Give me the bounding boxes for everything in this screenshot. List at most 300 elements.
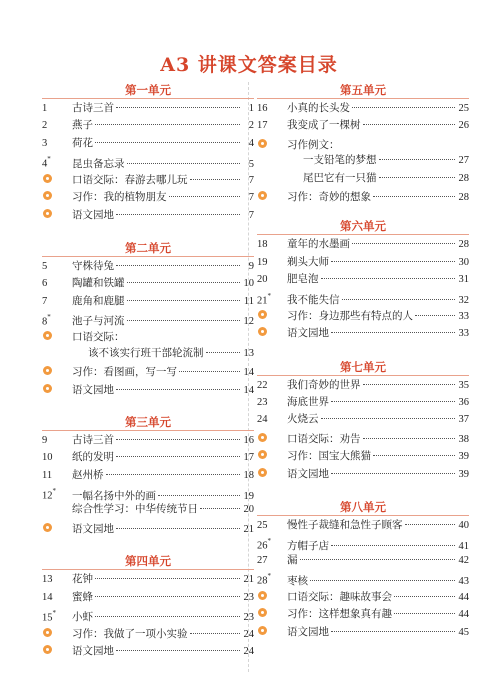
dot-leader xyxy=(127,282,241,283)
entry-title: 习作例文： xyxy=(287,138,340,151)
toc-entry[interactable] xyxy=(42,484,254,501)
lesson-number xyxy=(257,236,287,253)
page-number: 30 xyxy=(458,256,469,268)
bullet-marker xyxy=(42,187,72,204)
toc-entry[interactable] xyxy=(257,289,469,306)
lesson-number xyxy=(257,517,287,534)
toc-entry[interactable] xyxy=(257,271,469,288)
unit-heading: 第一单元 xyxy=(42,80,254,100)
dot-leader xyxy=(363,438,456,439)
entry-title: 慢性子裁缝和急性子顾客 xyxy=(287,519,403,532)
dot-leader xyxy=(127,300,241,301)
circle-bullet-icon xyxy=(258,591,267,600)
dot-leader xyxy=(363,384,456,385)
lesson-number-text: 3 xyxy=(42,137,48,149)
toc-entry[interactable] xyxy=(257,135,469,152)
lesson-number-text: 7 xyxy=(42,295,48,307)
lesson-number-text: 20 xyxy=(257,274,268,286)
page-number: 1 xyxy=(248,103,254,114)
entry-title: 口语交际：劝告 xyxy=(287,433,361,446)
dot-leader xyxy=(363,124,456,125)
entry-title: 语文园地 xyxy=(72,383,114,396)
toc-entry[interactable] xyxy=(257,587,469,604)
lesson-number-text: 24 xyxy=(257,414,268,426)
entry-title: 纸的发明 xyxy=(72,451,114,464)
dot-leader xyxy=(331,261,455,262)
toc-entry[interactable] xyxy=(42,293,254,310)
dot-leader xyxy=(95,142,240,143)
entry-title: 古诗三首 xyxy=(72,433,114,446)
dot-leader xyxy=(373,196,455,197)
entry-title: 习作：这样想象真有趣 xyxy=(287,608,392,621)
lesson-number-text: 10 xyxy=(42,452,53,464)
dot-leader xyxy=(310,580,455,581)
lesson-number xyxy=(42,293,72,310)
lesson-number xyxy=(42,258,72,275)
optional-lesson-star: * xyxy=(52,608,56,617)
lesson-number xyxy=(257,377,287,394)
entry-title: 习作：我做了一项小实验 xyxy=(72,627,188,640)
toc-entry[interactable] xyxy=(42,571,254,588)
toc-entry[interactable] xyxy=(42,327,254,344)
page-number: 37 xyxy=(458,414,469,426)
optional-lesson-star: * xyxy=(267,572,271,581)
lesson-number xyxy=(257,100,287,117)
toc-entry[interactable] xyxy=(257,446,469,463)
page-number: 12 xyxy=(243,316,254,328)
dot-leader xyxy=(394,613,455,614)
lesson-number xyxy=(42,275,72,292)
dot-leader xyxy=(415,315,455,316)
dot-leader xyxy=(379,159,456,160)
entry-title: 池子与河流 xyxy=(72,315,125,328)
lesson-number-text: 27 xyxy=(257,554,268,566)
toc-entry[interactable] xyxy=(42,606,254,623)
bullet-marker xyxy=(257,135,287,152)
toc-entry[interactable] xyxy=(257,100,469,117)
bullet-marker xyxy=(42,204,72,221)
page-number: 21 xyxy=(243,524,254,535)
bullet-marker xyxy=(257,621,287,638)
dot-leader xyxy=(158,495,240,496)
entry-title: 燕子 xyxy=(72,119,93,132)
toc-entry[interactable] xyxy=(42,170,254,187)
page-number: 16 xyxy=(243,434,254,446)
circle-bullet-icon xyxy=(43,384,52,393)
page-number: 44 xyxy=(458,591,469,603)
entry-title: 守株待兔 xyxy=(72,259,114,272)
unit-heading: 第八单元 xyxy=(257,497,469,517)
unit-section xyxy=(42,551,254,658)
unit-heading: 第六单元 xyxy=(257,216,469,236)
dot-leader xyxy=(116,439,240,440)
page-number: 32 xyxy=(458,295,469,307)
page-number: 26 xyxy=(458,120,469,132)
entry-title: 古诗三首 xyxy=(72,102,114,114)
page-number: 36 xyxy=(458,397,469,409)
toc-entry[interactable] xyxy=(257,604,469,621)
entry-title: 鹿角和鹿腿 xyxy=(72,294,125,307)
dot-leader xyxy=(342,299,456,300)
optional-lesson-star: * xyxy=(267,537,271,546)
lesson-number-text: 12 xyxy=(42,490,53,502)
lesson-number xyxy=(42,310,72,331)
toc-entry[interactable] xyxy=(257,621,469,638)
bullet-marker xyxy=(257,187,287,204)
lesson-number xyxy=(257,289,287,310)
dot-leader xyxy=(206,352,241,353)
entry-title: 习作：身边那些有特点的人 xyxy=(287,310,413,323)
toc-entry[interactable] xyxy=(257,187,469,204)
dot-leader xyxy=(116,456,240,457)
toc-entry[interactable] xyxy=(257,306,469,323)
dot-leader xyxy=(116,528,240,529)
page-number: 41 xyxy=(458,540,469,552)
lesson-number-text: 9 xyxy=(42,434,48,446)
entry-title: 习作：国宝大熊猫 xyxy=(287,450,371,463)
lesson-number xyxy=(257,552,287,569)
dot-leader xyxy=(373,455,455,456)
lesson-number xyxy=(42,467,72,484)
toc-entry[interactable] xyxy=(257,552,469,569)
toc-entry[interactable] xyxy=(42,432,254,449)
unit-heading: 第四单元 xyxy=(42,551,254,571)
entry-title: 枣核 xyxy=(287,574,308,587)
entry-title: 语文园地 xyxy=(287,327,329,340)
entry-title: 口语交际：春游去哪儿玩 xyxy=(72,173,188,186)
lesson-number-text: 13 xyxy=(42,574,53,586)
page-number: 25 xyxy=(458,103,469,114)
lesson-number xyxy=(42,484,72,505)
entry-title: 我们奇妙的世界 xyxy=(287,378,361,391)
entry-title: 方帽子店 xyxy=(287,539,329,552)
entry-title: 尾巴它有一只猫 xyxy=(303,171,377,184)
dot-leader xyxy=(300,559,456,560)
lesson-number xyxy=(42,449,72,466)
lesson-number xyxy=(257,411,287,428)
page-number: 7 xyxy=(248,209,254,221)
unit-section xyxy=(42,412,254,536)
dot-leader xyxy=(321,418,456,419)
toc-entry[interactable] xyxy=(42,623,254,640)
toc-entry[interactable] xyxy=(257,323,469,340)
page-number: 42 xyxy=(458,554,469,566)
dot-leader xyxy=(116,389,240,390)
dot-leader xyxy=(116,107,240,108)
lesson-number xyxy=(257,394,287,411)
entry-title: 花钟 xyxy=(72,573,93,586)
page-number: 17 xyxy=(243,452,254,464)
bullet-marker xyxy=(42,362,72,379)
toc-entry[interactable] xyxy=(42,519,254,536)
toc-entry[interactable] xyxy=(42,117,254,134)
toc-entry[interactable] xyxy=(257,517,469,534)
entry-title: 口语交际： xyxy=(72,331,125,344)
unit-heading: 第七单元 xyxy=(257,357,469,377)
entry-title: 我变成了一棵树 xyxy=(287,119,361,132)
optional-lesson-star: * xyxy=(267,291,271,300)
dot-leader xyxy=(95,596,240,597)
page-number: 23 xyxy=(243,612,254,624)
dot-leader xyxy=(321,278,456,279)
entry-title: 昆虫备忘录 xyxy=(72,157,125,170)
circle-bullet-icon xyxy=(258,327,267,336)
page-number: 39 xyxy=(458,451,469,463)
entry-title: 语文园地 xyxy=(72,644,114,657)
page-number: 40 xyxy=(458,520,469,532)
entry-title: 我不能失信 xyxy=(287,294,340,307)
circle-bullet-icon xyxy=(43,366,52,375)
lesson-number xyxy=(42,589,72,606)
page-number: 7 xyxy=(248,174,254,186)
entry-title: 小虾 xyxy=(72,611,93,624)
dot-leader xyxy=(331,473,455,474)
circle-bullet-icon xyxy=(258,468,267,477)
page-number: 28 xyxy=(458,239,469,251)
entry-title: 剃头大师 xyxy=(287,255,329,268)
toc-entry[interactable] xyxy=(42,204,254,221)
entry-title: 语文园地 xyxy=(72,523,114,535)
dot-leader xyxy=(394,596,455,597)
page-number: 18 xyxy=(243,469,254,481)
unit-section xyxy=(257,357,469,481)
entry-title: 赵州桥 xyxy=(72,468,104,481)
toc-entry[interactable] xyxy=(42,501,254,518)
entry-title: 一支铅笔的梦想 xyxy=(303,154,377,167)
toc-entry[interactable] xyxy=(42,379,254,396)
circle-bullet-icon xyxy=(43,209,52,218)
page-number: 28 xyxy=(458,192,469,204)
page-number: 14 xyxy=(243,367,254,379)
toc-entry[interactable] xyxy=(42,641,254,658)
toc-entry[interactable] xyxy=(42,258,254,275)
unit-section xyxy=(42,80,254,222)
entry-title: 童年的水墨画 xyxy=(287,238,350,251)
lesson-number-text: 1 xyxy=(42,103,48,114)
dot-leader xyxy=(352,243,455,244)
entry-title: 海底世界 xyxy=(287,396,329,409)
unit-heading: 第二单元 xyxy=(42,238,254,258)
page-number: 19 xyxy=(243,490,254,502)
toc-entry[interactable] xyxy=(257,464,469,481)
unit-section xyxy=(42,238,254,397)
toc-entry[interactable] xyxy=(42,135,254,152)
dot-leader xyxy=(116,265,240,266)
toc-left-column xyxy=(42,80,254,658)
page-number: 11 xyxy=(243,295,254,307)
bullet-marker xyxy=(42,519,72,536)
dot-leader xyxy=(116,214,240,215)
dot-leader xyxy=(169,196,241,197)
dot-leader xyxy=(200,508,240,509)
toc-entry[interactable] xyxy=(257,117,469,134)
page-number: 28 xyxy=(458,172,469,184)
lesson-number-text: 11 xyxy=(42,469,53,481)
bullet-marker xyxy=(42,641,72,658)
lesson-number-text: 5 xyxy=(42,260,48,272)
lesson-number-text: 23 xyxy=(257,397,268,409)
toc-entry[interactable] xyxy=(257,569,469,586)
bullet-marker xyxy=(257,446,287,463)
page-number: 39 xyxy=(458,468,469,480)
unit-section xyxy=(257,80,469,204)
page-number: 13 xyxy=(243,347,254,359)
circle-bullet-icon xyxy=(258,626,267,635)
toc-entry[interactable] xyxy=(257,534,469,551)
toc-entry[interactable] xyxy=(257,236,469,253)
lesson-number-text: 25 xyxy=(257,520,268,532)
toc-right-column xyxy=(257,80,469,639)
toc-entry[interactable] xyxy=(257,377,469,394)
page-number: 27 xyxy=(458,155,469,167)
lesson-number-text: 28 xyxy=(257,575,268,587)
lesson-number-text: 22 xyxy=(257,379,268,391)
page-number: 14 xyxy=(243,384,254,396)
circle-bullet-icon xyxy=(43,331,52,340)
lesson-number-text: 17 xyxy=(257,120,268,132)
dot-leader xyxy=(179,371,240,372)
lesson-number-text: 4 xyxy=(42,158,48,170)
page-number: 9 xyxy=(248,260,254,272)
dot-leader xyxy=(379,177,456,178)
entry-title: 小真的长头发 xyxy=(287,102,350,114)
entry-title: 习作：看图画，写一写 xyxy=(72,366,177,379)
toc-entry[interactable] xyxy=(257,152,469,169)
dot-leader xyxy=(95,124,240,125)
toc-entry[interactable] xyxy=(42,345,254,362)
lesson-number-text: 2 xyxy=(42,120,48,132)
dot-leader xyxy=(331,401,455,402)
circle-bullet-icon xyxy=(258,608,267,617)
page-number: 38 xyxy=(458,434,469,446)
lesson-number xyxy=(42,100,72,117)
lesson-number xyxy=(42,571,72,588)
lesson-number xyxy=(257,569,287,590)
entry-title: 语文园地 xyxy=(287,467,329,480)
page-number: 24 xyxy=(243,645,254,657)
dot-leader xyxy=(190,633,241,634)
entry-title: 陶罐和铁罐 xyxy=(72,277,125,290)
optional-lesson-star: * xyxy=(47,312,51,321)
lesson-number-text: 8 xyxy=(42,316,48,328)
page-number: 4 xyxy=(248,137,254,149)
bullet-marker xyxy=(257,464,287,481)
entry-title: 荷花 xyxy=(72,136,93,149)
entry-title: 习作：我的植物朋友 xyxy=(72,191,167,204)
dot-leader xyxy=(352,107,455,108)
toc-entry[interactable] xyxy=(42,362,254,379)
page-number: 23 xyxy=(243,591,254,603)
entry-title: 语文园地 xyxy=(72,208,114,221)
page-number: 45 xyxy=(458,626,469,638)
lesson-number-text: 15 xyxy=(42,612,53,624)
lesson-number xyxy=(42,432,72,449)
circle-bullet-icon xyxy=(43,174,52,183)
page-number: 31 xyxy=(458,274,469,286)
circle-bullet-icon xyxy=(258,433,267,442)
circle-bullet-icon xyxy=(258,139,267,148)
entry-title: 习作：奇妙的想象 xyxy=(287,191,371,204)
page-number: 24 xyxy=(243,628,254,640)
lesson-number-text: 6 xyxy=(42,278,48,290)
toc-entry[interactable] xyxy=(257,411,469,428)
circle-bullet-icon xyxy=(258,310,267,319)
circle-bullet-icon xyxy=(258,191,267,200)
unit-heading: 第三单元 xyxy=(42,412,254,432)
circle-bullet-icon xyxy=(43,645,52,654)
lesson-number-text: 14 xyxy=(42,591,53,603)
bullet-marker xyxy=(257,323,287,340)
circle-bullet-icon xyxy=(258,450,267,459)
bullet-marker xyxy=(257,429,287,446)
toc-entry[interactable] xyxy=(42,449,254,466)
lesson-number-text: 16 xyxy=(257,103,268,114)
dot-leader xyxy=(405,524,456,525)
entry-title: 该不该实行班干部轮流制 xyxy=(88,346,204,359)
page-number: 44 xyxy=(458,609,469,621)
toc-entry[interactable] xyxy=(257,254,469,271)
page-number: 35 xyxy=(458,379,469,391)
dot-leader xyxy=(95,616,240,617)
lesson-number-text: 18 xyxy=(257,239,268,251)
page-number: 2 xyxy=(248,120,254,132)
optional-lesson-star: * xyxy=(52,487,56,496)
entry-title: 肥皂泡 xyxy=(287,273,319,286)
page-number: 5 xyxy=(248,158,254,170)
toc-entry[interactable] xyxy=(42,467,254,484)
lesson-number-text: 19 xyxy=(257,256,268,268)
entry-title: 漏 xyxy=(287,553,298,566)
lesson-number xyxy=(257,117,287,134)
page-number: 43 xyxy=(458,575,469,587)
dot-leader xyxy=(127,163,241,164)
lesson-number xyxy=(42,152,72,173)
toc-entry[interactable] xyxy=(42,589,254,606)
page-number: 21 xyxy=(243,574,254,586)
toc-entry[interactable] xyxy=(257,429,469,446)
toc-entry[interactable] xyxy=(42,310,254,327)
unit-heading: 第五单元 xyxy=(257,80,469,100)
lesson-number-text: 26 xyxy=(257,540,268,552)
circle-bullet-icon xyxy=(43,628,52,637)
toc-entry[interactable] xyxy=(42,152,254,169)
bullet-marker xyxy=(257,604,287,621)
toc-entry[interactable] xyxy=(257,170,469,187)
dot-leader xyxy=(331,545,455,546)
lesson-number xyxy=(42,135,72,152)
lesson-number xyxy=(42,606,72,627)
toc-entry[interactable] xyxy=(42,187,254,204)
circle-bullet-icon xyxy=(43,523,52,532)
optional-lesson-star: * xyxy=(47,155,51,164)
dot-leader xyxy=(127,320,241,321)
page-number: 33 xyxy=(458,328,469,340)
unit-section xyxy=(257,497,469,639)
lesson-number xyxy=(257,254,287,271)
dot-leader xyxy=(106,474,241,475)
entry-title: 口语交际：趣味故事会 xyxy=(287,590,392,603)
entry-title: 一幅名扬中外的画 xyxy=(72,489,156,502)
toc-entry[interactable] xyxy=(257,394,469,411)
circle-bullet-icon xyxy=(43,191,52,200)
toc-entry[interactable] xyxy=(42,100,254,117)
dot-leader xyxy=(331,332,455,333)
toc-entry[interactable] xyxy=(42,275,254,292)
bullet-marker xyxy=(42,379,72,396)
dot-leader xyxy=(95,578,240,579)
lesson-number xyxy=(257,271,287,288)
entry-title: 蜜蜂 xyxy=(72,590,93,603)
